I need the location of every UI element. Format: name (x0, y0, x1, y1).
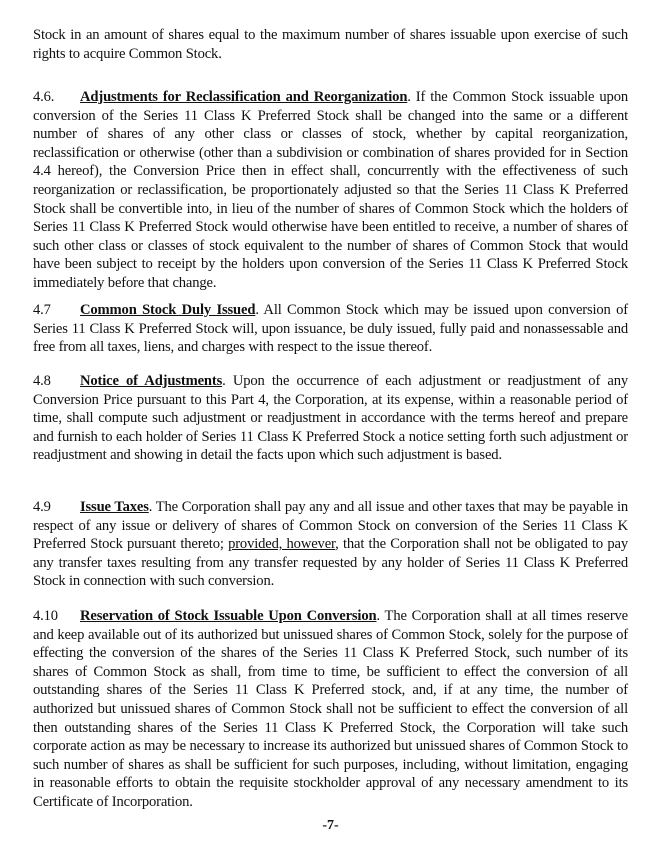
section-body: . All Common Stock which may be issued upon conversion of Series 11 Class K Preferred Stock will, upon issuance, be duly issued, fully paid and nonassessable and free from all taxes, liens, and charges with respect to the issue thereof. (33, 302, 628, 356)
proviso-phrase: provided, however (228, 536, 336, 553)
section-body: . Upon the occurrence of each adjustment or readjustment of any Conversion Price pursuant to this Part 4, the Corporation, at its expense, within a reasonable period of time, shall compute such adjustment or readjustment in accordance with the terms hereof and prepare and furnish to each holder of Series 11 Class K Preferred Stock a notice setting forth such adjustment or readjustment and showing in detail the facts upon which such adjustment is based. (33, 373, 628, 464)
section-heading: Adjustments for Reclassification and Reorganization (80, 89, 408, 105)
section-heading: Common Stock Duly Issued (80, 302, 256, 318)
section-heading: Issue Taxes (80, 499, 149, 515)
section-heading: Reservation of Stock Issuable Upon Conversion (80, 608, 377, 624)
page-number: -7- (322, 818, 339, 833)
section-4-10 (33, 607, 628, 812)
section-4-9 (33, 498, 628, 591)
section-body: . If the Common Stock issuable upon conversion of the Series 11 Class K Preferred Stock shall be changed into the same or a different number of shares of any other class or classes of stock, whether by capital reorganization, reclassification or otherwise (other than a subdivision or combination of shares provided for in Section 4.4 hereof), the Conversion Price then in effect shall, concurrently with the effectiveness of such reorganization or reclassification, be proportionately adjusted so that the Series 11 Class K Preferred Stock shall be convertible into, in lieu of the number of shares of Common Stock which the holders of Series 11 Class K Preferred Stock would otherwise have been entitled to receive, a number of shares of such other class or classes of stock equivalent to the number of shares of Common Stock that would have been subject to receipt by the holders upon conversion of the Series 11 Class K Preferred Stock immediately before that change. (33, 89, 628, 291)
section-body-before: . The Corporation shall pay any and all issue and other taxes that may be payable in respect of any issue or delivery of shares of Common Stock on conversion of the Series 11 Class K Preferred Stock pursuant thereto; (33, 499, 628, 553)
section-heading: Notice of Adjustments (80, 373, 223, 389)
section-number: 4.10 (33, 608, 58, 624)
section-body-after: , that the Corporation shall not be obligated to pay any transfer taxes resulting from any transfer requested by any holder of Series 11 Class K Preferred Stock in connection with such conversion. (33, 536, 628, 590)
section-4-6 (33, 88, 628, 293)
section-number: 4.7 (33, 302, 51, 318)
continuation-paragraph: Stock in an amount of shares equal to the maximum number of shares issuable upon exercise of such rights to acquire Common Stock. (33, 27, 628, 62)
section-4-7 (33, 301, 628, 357)
section-4-8 (33, 372, 628, 465)
section-body: . The Corporation shall at all times reserve and keep available out of its authorized but unissued shares of Common Stock, solely for the purpose of effecting the conversion of the shares of the Series 11 Class K Preferred Stock, such number of its shares of Common Stock as shall, from time to time, be sufficient to effect the conversion of all outstanding shares of the Series 11 Class K Preferred stock, and, if at any time, the number of authorized but unissued shares of Common Stock shall not be sufficient to effect the conversion of all then outstanding shares of the Series 11 Class K Preferred Stock, the Corporation will take such corporate action as may be necessary to increase its authorized but unissued shares of Common Stock to such number of shares as shall be sufficient for such purposes, including, without limitation, engaging in reasonable efforts to obtain the requisite stockholder approval of any necessary amendment to its Certificate of Incorporation. (33, 608, 628, 810)
section-number: 4.8 (33, 373, 51, 389)
section-number: 4.9 (33, 499, 51, 515)
section-number: 4.6. (33, 89, 55, 105)
